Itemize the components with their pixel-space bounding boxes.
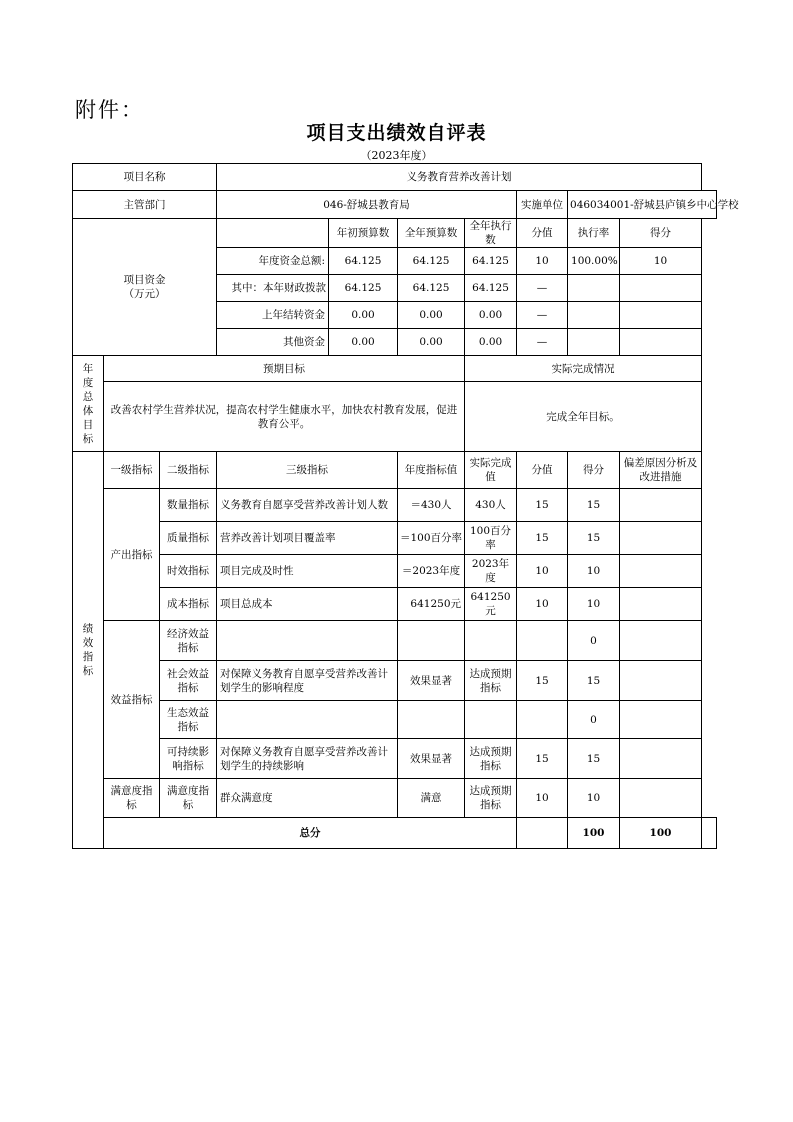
indicator-score: 10 bbox=[568, 779, 620, 818]
year-note: （2023年度） bbox=[360, 149, 433, 162]
funds-header: 得分 bbox=[620, 219, 702, 248]
indicator-score: 15 bbox=[568, 739, 620, 779]
indicator-header: 实际完成值 bbox=[465, 452, 517, 489]
actual-value: 641250元 bbox=[465, 588, 517, 621]
annual-target bbox=[398, 701, 465, 739]
funds-exec: 0.00 bbox=[465, 329, 517, 356]
level2-indicator: 数量指标 bbox=[160, 489, 217, 522]
funds-init: 0.00 bbox=[329, 302, 398, 329]
indicator-row bbox=[73, 701, 717, 739]
output-indicator-label: 产出指标 bbox=[104, 489, 160, 621]
deviation-note bbox=[620, 661, 702, 701]
indicator-score: 10 bbox=[568, 588, 620, 621]
indicators-label: 绩效指标 bbox=[82, 623, 94, 677]
level2-indicator: 社会效益指标 bbox=[160, 661, 217, 701]
level2-indicator: 可持续影响指标 bbox=[160, 739, 217, 779]
funds-score-value: — bbox=[517, 329, 568, 356]
funds-row-label: 上年结转资金 bbox=[217, 302, 329, 329]
total-blank bbox=[517, 818, 568, 849]
benefit-indicator-label: 效益指标 bbox=[104, 621, 160, 779]
funds-exec: 64.125 bbox=[465, 275, 517, 302]
indicator-row bbox=[73, 739, 717, 779]
funds-rate: 100.00% bbox=[568, 248, 620, 275]
indicator-header: 得分 bbox=[568, 452, 620, 489]
indicator-header: 分值 bbox=[517, 452, 568, 489]
project-name-value: 义务教育营养改善计划 bbox=[217, 164, 702, 191]
funds-row-label: 其他资金 bbox=[217, 329, 329, 356]
indicator-header: 一级指标 bbox=[104, 452, 160, 489]
actual-value: 430人 bbox=[465, 489, 517, 522]
indicator-value: 15 bbox=[517, 739, 568, 779]
indicators-label-cell bbox=[73, 452, 104, 849]
deviation-note bbox=[620, 489, 702, 522]
indicator-header: 三级指标 bbox=[217, 452, 398, 489]
level2-indicator: 满意度指标 bbox=[160, 779, 217, 818]
level2-indicator: 成本指标 bbox=[160, 588, 217, 621]
funds-score bbox=[620, 275, 702, 302]
annual-target: 641250元 bbox=[398, 588, 465, 621]
funds-score-value: — bbox=[517, 302, 568, 329]
indicator-value: 15 bbox=[517, 522, 568, 555]
indicator-header: 年度指标值 bbox=[398, 452, 465, 489]
level3-indicator: 对保障义务教育自愿享受营养改善计划学生的影响程度 bbox=[217, 661, 398, 701]
level2-indicator: 经济效益指标 bbox=[160, 621, 217, 661]
annual-target: ＝430人 bbox=[398, 489, 465, 522]
indicator-value: 15 bbox=[517, 489, 568, 522]
funds-init: 64.125 bbox=[329, 275, 398, 302]
funds-exec: 0.00 bbox=[465, 302, 517, 329]
indicator-row bbox=[73, 489, 717, 522]
self-evaluation-table bbox=[72, 163, 739, 849]
level2-indicator: 时效指标 bbox=[160, 555, 217, 588]
funds-score bbox=[620, 302, 702, 329]
funds-header: 全年预算数 bbox=[398, 219, 465, 248]
deviation-note bbox=[620, 555, 702, 588]
level3-indicator: 群众满意度 bbox=[217, 779, 398, 818]
deviation-note bbox=[620, 621, 702, 661]
level3-indicator: 项目完成及时性 bbox=[217, 555, 398, 588]
level3-indicator: 营养改善计划项目覆盖率 bbox=[217, 522, 398, 555]
funds-rate bbox=[568, 329, 620, 356]
funds-score-value: 10 bbox=[517, 248, 568, 275]
indicator-value: 10 bbox=[517, 588, 568, 621]
attachment-label: 附件： bbox=[75, 98, 144, 122]
level3-indicator bbox=[217, 701, 398, 739]
indicator-value: 15 bbox=[517, 661, 568, 701]
deviation-note bbox=[620, 701, 702, 739]
indicator-value: 10 bbox=[517, 555, 568, 588]
indicator-score: 0 bbox=[568, 621, 620, 661]
dept-label: 主管部门 bbox=[73, 191, 217, 219]
funds-full: 64.125 bbox=[398, 275, 465, 302]
actual-value bbox=[465, 621, 517, 661]
total-label: 总分 bbox=[104, 818, 517, 849]
indicator-row bbox=[73, 555, 717, 588]
funds-header: 分值 bbox=[517, 219, 568, 248]
total-value: 100 bbox=[568, 818, 620, 849]
funds-header: 年初预算数 bbox=[329, 219, 398, 248]
indicator-header: 偏差原因分析及改进措施 bbox=[620, 452, 702, 489]
indicator-row bbox=[73, 588, 717, 621]
satisfaction-level1: 满意度指标 bbox=[104, 779, 160, 818]
funds-row-label: 年度资金总额: bbox=[217, 248, 329, 275]
total-score: 100 bbox=[620, 818, 702, 849]
funds-exec: 64.125 bbox=[465, 248, 517, 275]
total-row bbox=[73, 818, 717, 849]
level2-indicator: 质量指标 bbox=[160, 522, 217, 555]
indicator-row bbox=[73, 522, 717, 555]
total-note bbox=[702, 818, 717, 849]
indicator-value: 10 bbox=[517, 779, 568, 818]
indicator-header: 二级指标 bbox=[160, 452, 217, 489]
annual-target: 效果显著 bbox=[398, 661, 465, 701]
level3-indicator: 项目总成本 bbox=[217, 588, 398, 621]
indicator-score: 15 bbox=[568, 661, 620, 701]
funds-init: 0.00 bbox=[329, 329, 398, 356]
annual-target: ＝2023年度 bbox=[398, 555, 465, 588]
level3-indicator: 义务教育自愿享受营养改善计划人数 bbox=[217, 489, 398, 522]
funds-header-blank bbox=[217, 219, 329, 248]
actual-value: 达成预期指标 bbox=[465, 661, 517, 701]
impl-unit-label: 实施单位 bbox=[517, 191, 568, 219]
level3-indicator: 对保障义务教育自愿享受营养改善计划学生的持续影响 bbox=[217, 739, 398, 779]
expected-goal-header: 预期目标 bbox=[104, 356, 465, 382]
funds-init: 64.125 bbox=[329, 248, 398, 275]
indicator-value bbox=[517, 621, 568, 661]
indicator-score: 0 bbox=[568, 701, 620, 739]
indicator-score: 15 bbox=[568, 522, 620, 555]
annual-target bbox=[398, 621, 465, 661]
funds-full: 64.125 bbox=[398, 248, 465, 275]
funds-rate bbox=[568, 275, 620, 302]
funds-score: 10 bbox=[620, 248, 702, 275]
funds-full: 0.00 bbox=[398, 302, 465, 329]
page-title: 项目支出绩效自评表 bbox=[306, 122, 487, 144]
indicator-value bbox=[517, 701, 568, 739]
actual-value: 2023年度 bbox=[465, 555, 517, 588]
actual-completion-text: 完成全年目标。 bbox=[465, 382, 702, 452]
annual-target: 效果显著 bbox=[398, 739, 465, 779]
goals-label: 年度总体目标 bbox=[82, 362, 94, 445]
funds-label: 项目资金 （万元） bbox=[73, 219, 217, 356]
expected-goal-text: 改善农村学生营养状况，提高农村学生健康水平，加快农村教育发展，促进教育公平。 bbox=[104, 382, 465, 452]
funds-header: 全年执行数 bbox=[465, 219, 517, 248]
indicator-row bbox=[73, 779, 717, 818]
actual-completion-header: 实际完成情况 bbox=[465, 356, 702, 382]
actual-value bbox=[465, 701, 517, 739]
deviation-note bbox=[620, 588, 702, 621]
funds-rate bbox=[568, 302, 620, 329]
funds-score-value: — bbox=[517, 275, 568, 302]
indicator-row bbox=[73, 661, 717, 701]
impl-unit-value: 046034001-舒城县庐镇乡中心学校 bbox=[568, 191, 717, 219]
annual-target: ＝100百分率 bbox=[398, 522, 465, 555]
funds-row-label: 其中：本年财政拨款 bbox=[217, 275, 329, 302]
indicator-score: 15 bbox=[568, 489, 620, 522]
goals-label-cell bbox=[73, 356, 104, 452]
dept-value: 046-舒城县教育局 bbox=[217, 191, 517, 219]
deviation-note bbox=[620, 522, 702, 555]
funds-score bbox=[620, 329, 702, 356]
level3-indicator bbox=[217, 621, 398, 661]
actual-value: 100百分率 bbox=[465, 522, 517, 555]
level2-indicator: 生态效益指标 bbox=[160, 701, 217, 739]
funds-header: 执行率 bbox=[568, 219, 620, 248]
annual-target: 满意 bbox=[398, 779, 465, 818]
funds-full: 0.00 bbox=[398, 329, 465, 356]
actual-value: 达成预期指标 bbox=[465, 739, 517, 779]
project-name-label: 项目名称 bbox=[73, 164, 217, 191]
indicator-row bbox=[73, 621, 717, 661]
deviation-note bbox=[620, 779, 702, 818]
actual-value: 达成预期指标 bbox=[465, 779, 517, 818]
indicator-score: 10 bbox=[568, 555, 620, 588]
deviation-note bbox=[620, 739, 702, 779]
